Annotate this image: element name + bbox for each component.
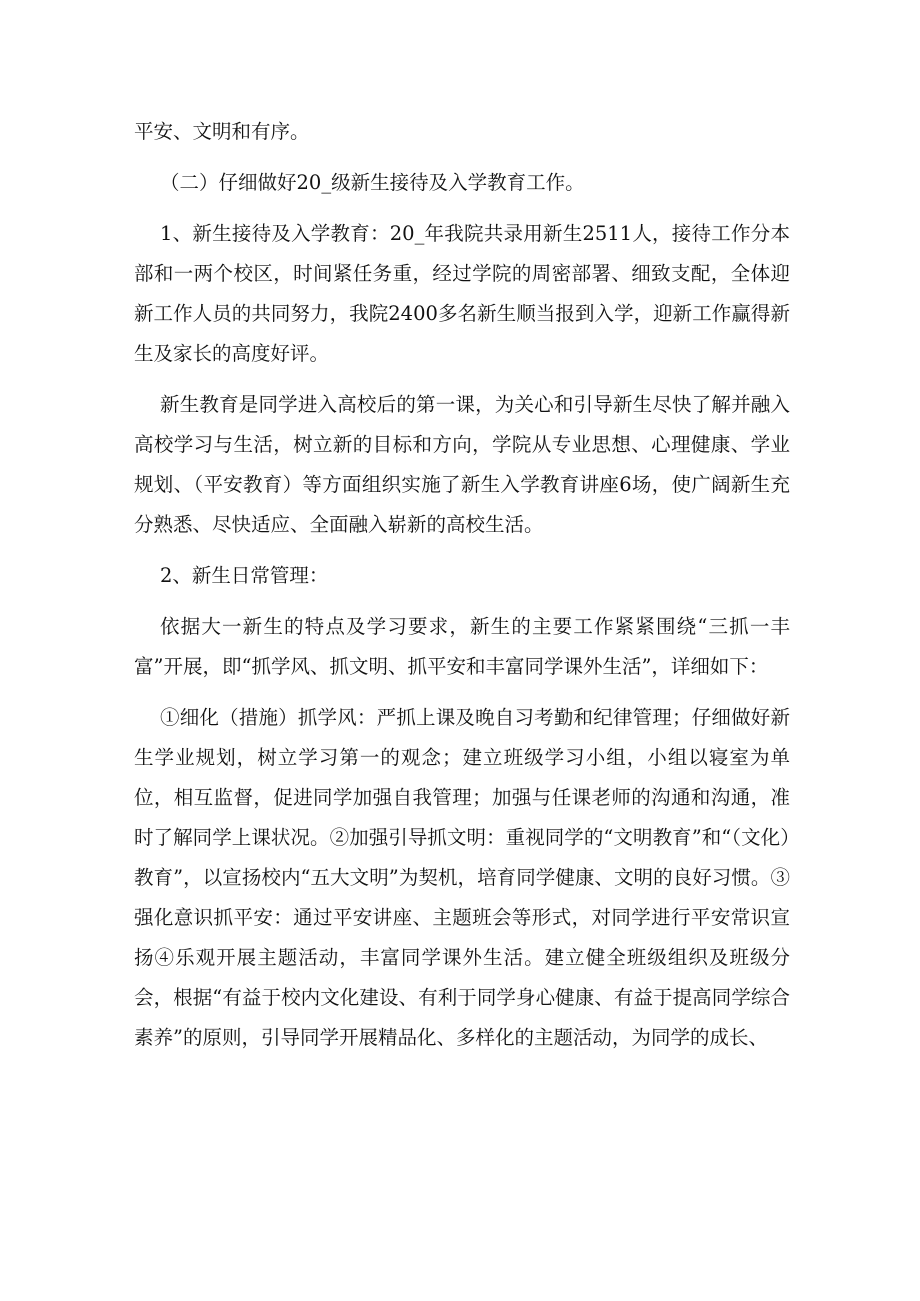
paragraph-continuation: 平安、文明和有序。 — [134, 120, 310, 143]
paragraph-overview: 依据大一新生的特点及学习要求，新生的主要工作紧紧围绕“三抓一丰富”开展，即“抓学风、抓文明、抓平安和丰富同学课外生活”，详细如下： — [134, 615, 790, 678]
document-body — [134, 112, 790, 1069]
paragraph-orientation: 新生教育是同学进入高校后的第一课，为关心和引导新生尽快了解并融入高校学习与生活，树立新的目标和方向，学院从专业思想、心理健康、学业规划、（平安教育）等方面组织实施了新生入学教育讲座6场，使广阔新生充分熟悉、尽快适应、全面融入崭新的高校生活。 — [134, 393, 790, 536]
section-heading: （二）仔细做好20_级新生接待及入学教育工作。 — [160, 171, 585, 194]
paragraph-measures: ①细化（措施）抓学风：严抓上课及晚自习考勤和纪律管理；仔细做好新生学业规划，树立学习第一的观念；建立班级学习小组，小组以寝室为单位，相互监督，促进同学加强自我管理；加强与任课老师的沟通和沟通，准时了解同学上课状况。②加强引导抓文明：重视同学的“文明教育”和“（文化）教育”，以宣扬校内“五大文明”为契机，培育同学健康、文明的良好习惯。③强化意识抓平安：通过平安讲座、主题班会等形式，对同学进行平安常识宣扬④乐观开展主题活动，丰富同学课外生活。建立健全班级组织及班级分会，根据“有益于校内文化建设、有利于同学身心健康、有益于提高同学综合素养”的原则，引导同学开展精品化、多样化的主题活动，为同学的成长、 — [134, 706, 790, 1049]
paragraph-reception: 1、新生接待及入学教育：20_年我院共录用新生2511人，接待工作分本部和一两个校区，时间紧任务重，经过学院的周密部署、细致支配，全体迎新工作人员的共同努力，我院2400多名新生顺当报到入学，迎新工作赢得新生及家长的高度好评。 — [134, 222, 790, 365]
subheading-daily-management: 2、新生日常管理： — [160, 564, 329, 587]
